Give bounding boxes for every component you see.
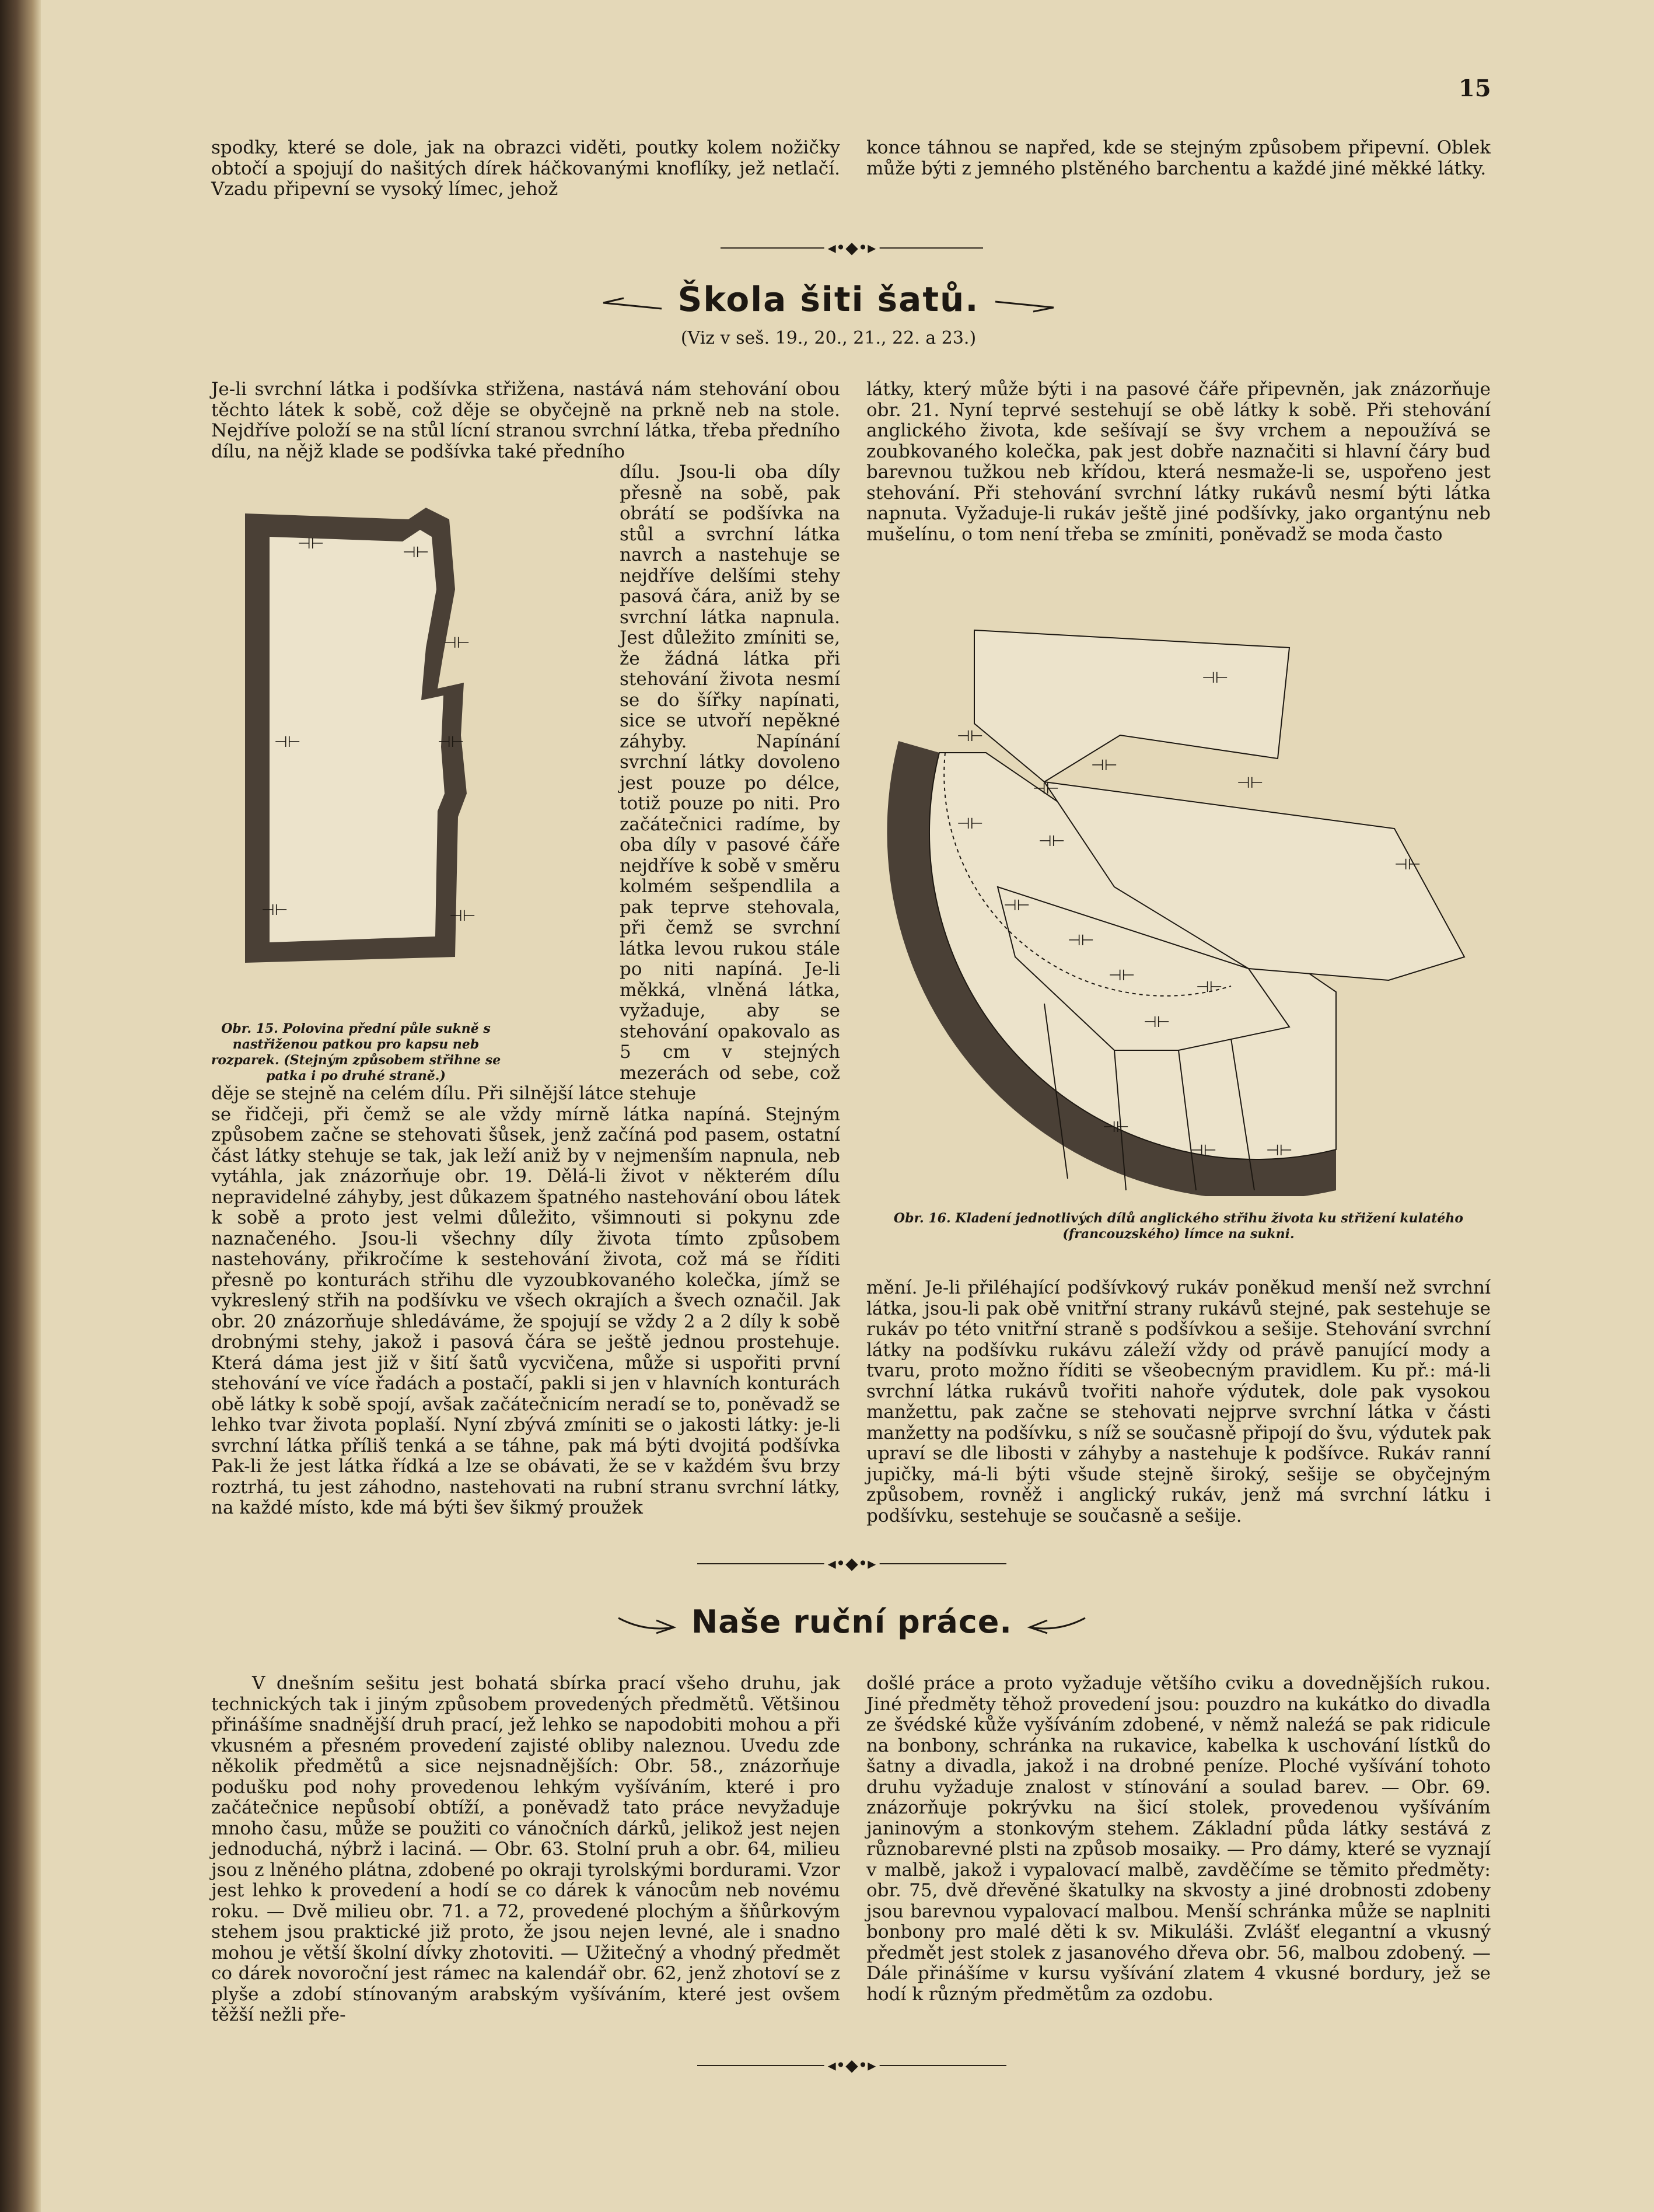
ornament-divider — [697, 2054, 1006, 2077]
ornament-glyph: ◂•◆•▸ — [824, 236, 880, 260]
section-title-skola — [572, 279, 1085, 322]
book-binding-shadow — [0, 0, 41, 2212]
figure-16-caption: Obr. 16. Kladení jednotlivých dílů anglického střihu života ku střižení kulatého (francouzského) límce na sukni. — [893, 1211, 1464, 1242]
grain-mark: ⊣⊢ — [298, 535, 324, 553]
grain-mark: ⊣⊢ — [449, 907, 476, 925]
section1-left-wrap: dílu. Jsou-li oba díly přesně na sobě, pak obrátí se podšívka na stůl a svrchní látka navrch a nastehuje se nejdříve delšími stehy pasová čára, aniž by se svrchní látka napnula. Jest důležito zmíniti se, že žádná látka při stehování života nesmí se do šířky napínati, sice se utvoří nepěkné záhyby. Napínání svrchní látky dovoleno jest pouze po délce, totiž pouze po niti. Pro začátečnici radíme, by oba díly v pasové čáře nejdříve k sobě v směru kolmém sešpendlila a pak teprve stehovala, při čemž se svrchní látka levou rukou stále po niti napíná. Je-li měkká, vlněná látka, vyžaduje, aby se stehování opakovalo as 5 cm v stejných mezerách od sebe, což děje se stejně na celém dílu. Při silnější látce stehuje — [211, 462, 840, 1104]
grain-mark: ⊣⊢ — [1394, 856, 1421, 873]
section-title: Škola šiti šatů. — [677, 279, 980, 319]
ornament-glyph: ◂•◆•▸ — [824, 1552, 880, 1575]
grain-mark: ⊣⊢ — [1190, 1142, 1217, 1159]
figure-15 — [233, 502, 560, 1004]
ornament-divider — [721, 236, 983, 260]
section1-right-top-text: látky, který může býti i na pasové čáře připevněn, jak znázorňuje obr. 21. Nyní teprvé sestehují se obě látky k sobě. Při stehování anglického života, kde sešívají se švy vrchem a nepoužívá se zoubkovaného kolečka, pak jest dobře naznačiti si hlavní čáry bud barevnou tužkou neb křídou, která nesmaže-li se, uspořeno jest stehování. Při stehování svrchní látky rukávů nesmí býti látka napnuta. Vyžaduje-li rukáv ještě jiné podšívky, jako organtýnu neb mušelínu, o tom není třeba se zmíniti, poněvadž se moda často — [866, 379, 1491, 545]
grain-mark: ⊣⊢ — [1144, 1014, 1170, 1031]
grain-mark: ⊣⊢ — [1033, 780, 1059, 798]
figure-16 — [869, 607, 1488, 1196]
ornament-divider — [697, 1552, 1006, 1575]
section1-left-rest: se řidčeji, při čemž se ale vždy mírně látka napíná. Stejným způsobem začne se stehovati šůsek, jenž začíná pod pasem, ostatní část látky stehuje se tak, jak leží aniž by v nejmenším napnula, neb vytáhla, jak znázorňuje obr. 19. Dělá-li život v některém dílu nepravidelné záhyby, jest důkazem špatného nastehování obou látek k sobě a proto jest velmi důležito, všimnouti si pokynu zde naznačeného. Jsou-li všechny díly života tímto způsobem nastehovány, přikročíme k sestehování života, což má se říditi přesně po konturách střihu dle vyzoubkovaného kolečka, jímž se vykreslený střih na podšívku ve všech okrajích a švech označil. Jak obr. 20 znázorňuje shledáváme, že spojují se vždy 2 a 2 díly k sobě drobnými stehy, jakož i pasová čára se ještě jednou prostehuje. Která dáma jest již v šití šatů vycvičena, může si uspořiti první stehování ve více řadách a postačí, pakli si jen v hlavních konturách obě látky k sobě spojí, avšak začátečnicím neradí se to, poněvadž se lehko tvar života poplaší. Nyní zbývá zmíniti se o jakosti látky: je-li svrchní látka příliš tenká a se táhne, pak má býti dvojitá podšívka Pak-li že jest látka řídká a lze se obávati, že se v každém švu brzy roztrhá, tu jest záhodno, nastehovati na rubní stranu svrchní látky, na každé místo, kde má býti šev šikmý proužek — [211, 1103, 840, 1518]
flourish-left-icon — [600, 281, 665, 322]
grain-mark: ⊣⊢ — [1266, 1142, 1293, 1159]
top-left-column — [211, 138, 840, 200]
section1-left-intro: Je-li svrchní látka i podšívka střižena, nastává nám stehování obou těchto látek k sobě, což děje se obyčejně na prkně neb na stole. Nejdříve položí se na stůl lícní stranou svrchní látka, třeba předního dílu, na nějž klade se podšívka také předního — [211, 379, 840, 462]
grain-mark: ⊣⊢ — [1091, 757, 1118, 774]
section-title: Naše ruční práce. — [691, 1603, 1012, 1640]
section-subtitle: (Viz v seš. 19., 20., 21., 22. a 23.) — [680, 328, 977, 348]
grain-mark: ⊣⊢ — [438, 733, 464, 751]
grain-mark: ⊣⊢ — [261, 901, 288, 919]
grain-mark: ⊣⊢ — [1038, 833, 1065, 850]
grain-mark: ⊣⊢ — [957, 815, 984, 833]
section1-right-bottom — [866, 1278, 1491, 1526]
section2-right-text: došlé práce a proto vyžaduje většího cviku a dovednějších rukou. Jiné předměty těhož provedení jsou: pouzdro na kukátko do divadla ze švédské kůže vyšíváním zdobené, v němž naleźá se pak ridicule na bonbony, schránka na rukavice, kabelka k uschování lístků do šatny a divadla, jakož i na drobné peníze. Ploché vyšívání tohoto druhu vyžaduje znalost v stínování a soulad barev. — Obr. 69. znázorňuje pokrývku na šicí stolek, provedenou vyšíváním janinovým a stonkovým stehem. Základní půda látky sestává z různobarevné plsti na způsob mosaiky. — Pro dámy, které se vyznají v malbě, jakož i vypalovací malbě, zavděčíme se těmito předměty: obr. 75, dvě dřevěné škatulky na skvosty a jiné drobnosti zdobeny jsou barevnou vypalovací malbou. Menší schránka může se naplniti bonbony pro malé děti k sv. Mikuláši. Zvlášť elegantní a vkusný předmět jest stolek z jasanového dřeva obr. 56, malbou zdobený. — Dále přinášíme v kursu vyšívání zlatem 4 vkusné bordury, jež se hodí k různým předmětům za ozdobu. — [866, 1673, 1491, 2005]
flourish-right-icon — [1024, 1603, 1088, 1644]
flourish-left-icon — [616, 1603, 680, 1644]
section2-left-column — [211, 1673, 840, 2026]
section2-right-column — [866, 1673, 1491, 2005]
grain-mark: ⊣⊢ — [1103, 1119, 1130, 1136]
top-left-text: spodky, které se dole, jak na obrazci viděti, poutky kolem nožičky obtočí a spojují do našitých dírek háčkovanými knoflíky, jež netlačí. Vzadu připevní se vysoký límec, jehož — [211, 137, 840, 200]
grain-mark: ⊣⊢ — [403, 544, 429, 561]
section1-right-bottom-text: mění. Je-li přiléhající podšívkový rukáv poněkud menší než svrchní látka, jsou-li pak obě vnitřní strany rukávů stejné, pak sestehuje se rukáv po této vnitřní straně s podšívkou a sešije. Stehování svrchní látky na podšívku rukávu záleží vždy od právě panující mody a tvaru, proto možno říditi se všeobecným pravidlem. Ku př.: má-li svrchní látka rukávů tvořiti nahoře výdutek, dole pak vysokou manžettu, pak začne se stehovati nejprve svrchní látka v části manžetty na podšívku, s níž se současně připojí do švu, výdutek pak upraví se dle libosti v záhyby a nastehuje k podšívce. Rukáv ranní jupičky, má-li býti všude stejně široký, sešije se obyčejným způsobem, rovněž i anglický rukáv, jenž má svrchní látku i podšívku, sestehuje se současně a sešije. — [866, 1277, 1491, 1526]
section2-left-text: V dnešním sešitu jest bohatá sbírka prací všeho druhu, jak technických tak i jiným způsobem provedených předmětů. Většinou přinášíme snadnější druh prací, jež lehko se napodobiti mohou a při vkusném a přesném provedení zajisté obliby naleznou. Uvedu zde několik předmětů a sice nejsnadnějších: Obr. 58., znázorňuje podušku pod nohy provedenou lehkým vyšíváním, které i pro začátečnice nepůsobí obtíží, a poněvadž tato práce nevyžaduje mnoho času, může se použiti co vánočních dárků, jelikož jest nejen jednoduchá, nýbrž i laciná. — Obr. 63. Stolní pruh a obr. 64, milieu jsou z lněného plátna, zdobené po okraji tyrolskými bordurami. Vzor jest lehko k provedení a hodí se co dárek k vánocům neb novému roku. — Dvě milieu obr. 71. a 72, provedené plochým a šňůrkovým stehem jsou praktické již proto, že jsou nejen levné, ale i snadno mohou je větší školní dívky zhotoviti. — Užitečný a vhodný předmět co dárek novoroční jest rámec na kalendář obr. 62, jenž zhotoví se z plyše a zdobí stínovaným arabským vyšíváním, které jest ovšem těžší nežli pře- — [211, 1673, 840, 2025]
top-right-text: konce táhnou se napřed, kde se stejným způsobem připevní. Oblek může býti z jemného plstěného barchentu a každé jiné měkké látky. — [866, 137, 1491, 179]
grain-mark: ⊣⊢ — [443, 634, 470, 652]
ornament-glyph: ◂•◆•▸ — [824, 2054, 880, 2077]
grain-mark: ⊣⊢ — [1202, 669, 1229, 687]
flourish-right-icon — [992, 281, 1057, 322]
section-title-rucni-prace — [595, 1602, 1109, 1644]
grain-mark: ⊣⊢ — [274, 733, 301, 751]
bodice-back-piece — [974, 630, 1289, 782]
grain-mark: ⊣⊢ — [1003, 897, 1030, 914]
figure-15-caption: Obr. 15. Polovina přední půle sukně s nastřiženou patkou pro kapsu neb rozparek. (Stejným způsobem střihne se patka i po druhé straně.) — [211, 1021, 501, 1084]
grain-mark: ⊣⊢ — [1109, 967, 1135, 984]
grain-mark: ⊣⊢ — [1196, 979, 1223, 996]
section1-right-top — [866, 379, 1491, 545]
grain-mark: ⊣⊢ — [957, 728, 984, 745]
page-number: 15 — [1459, 75, 1491, 102]
grain-mark: ⊣⊢ — [1068, 932, 1094, 949]
grain-mark: ⊣⊢ — [1237, 774, 1264, 792]
top-right-column — [866, 138, 1491, 179]
